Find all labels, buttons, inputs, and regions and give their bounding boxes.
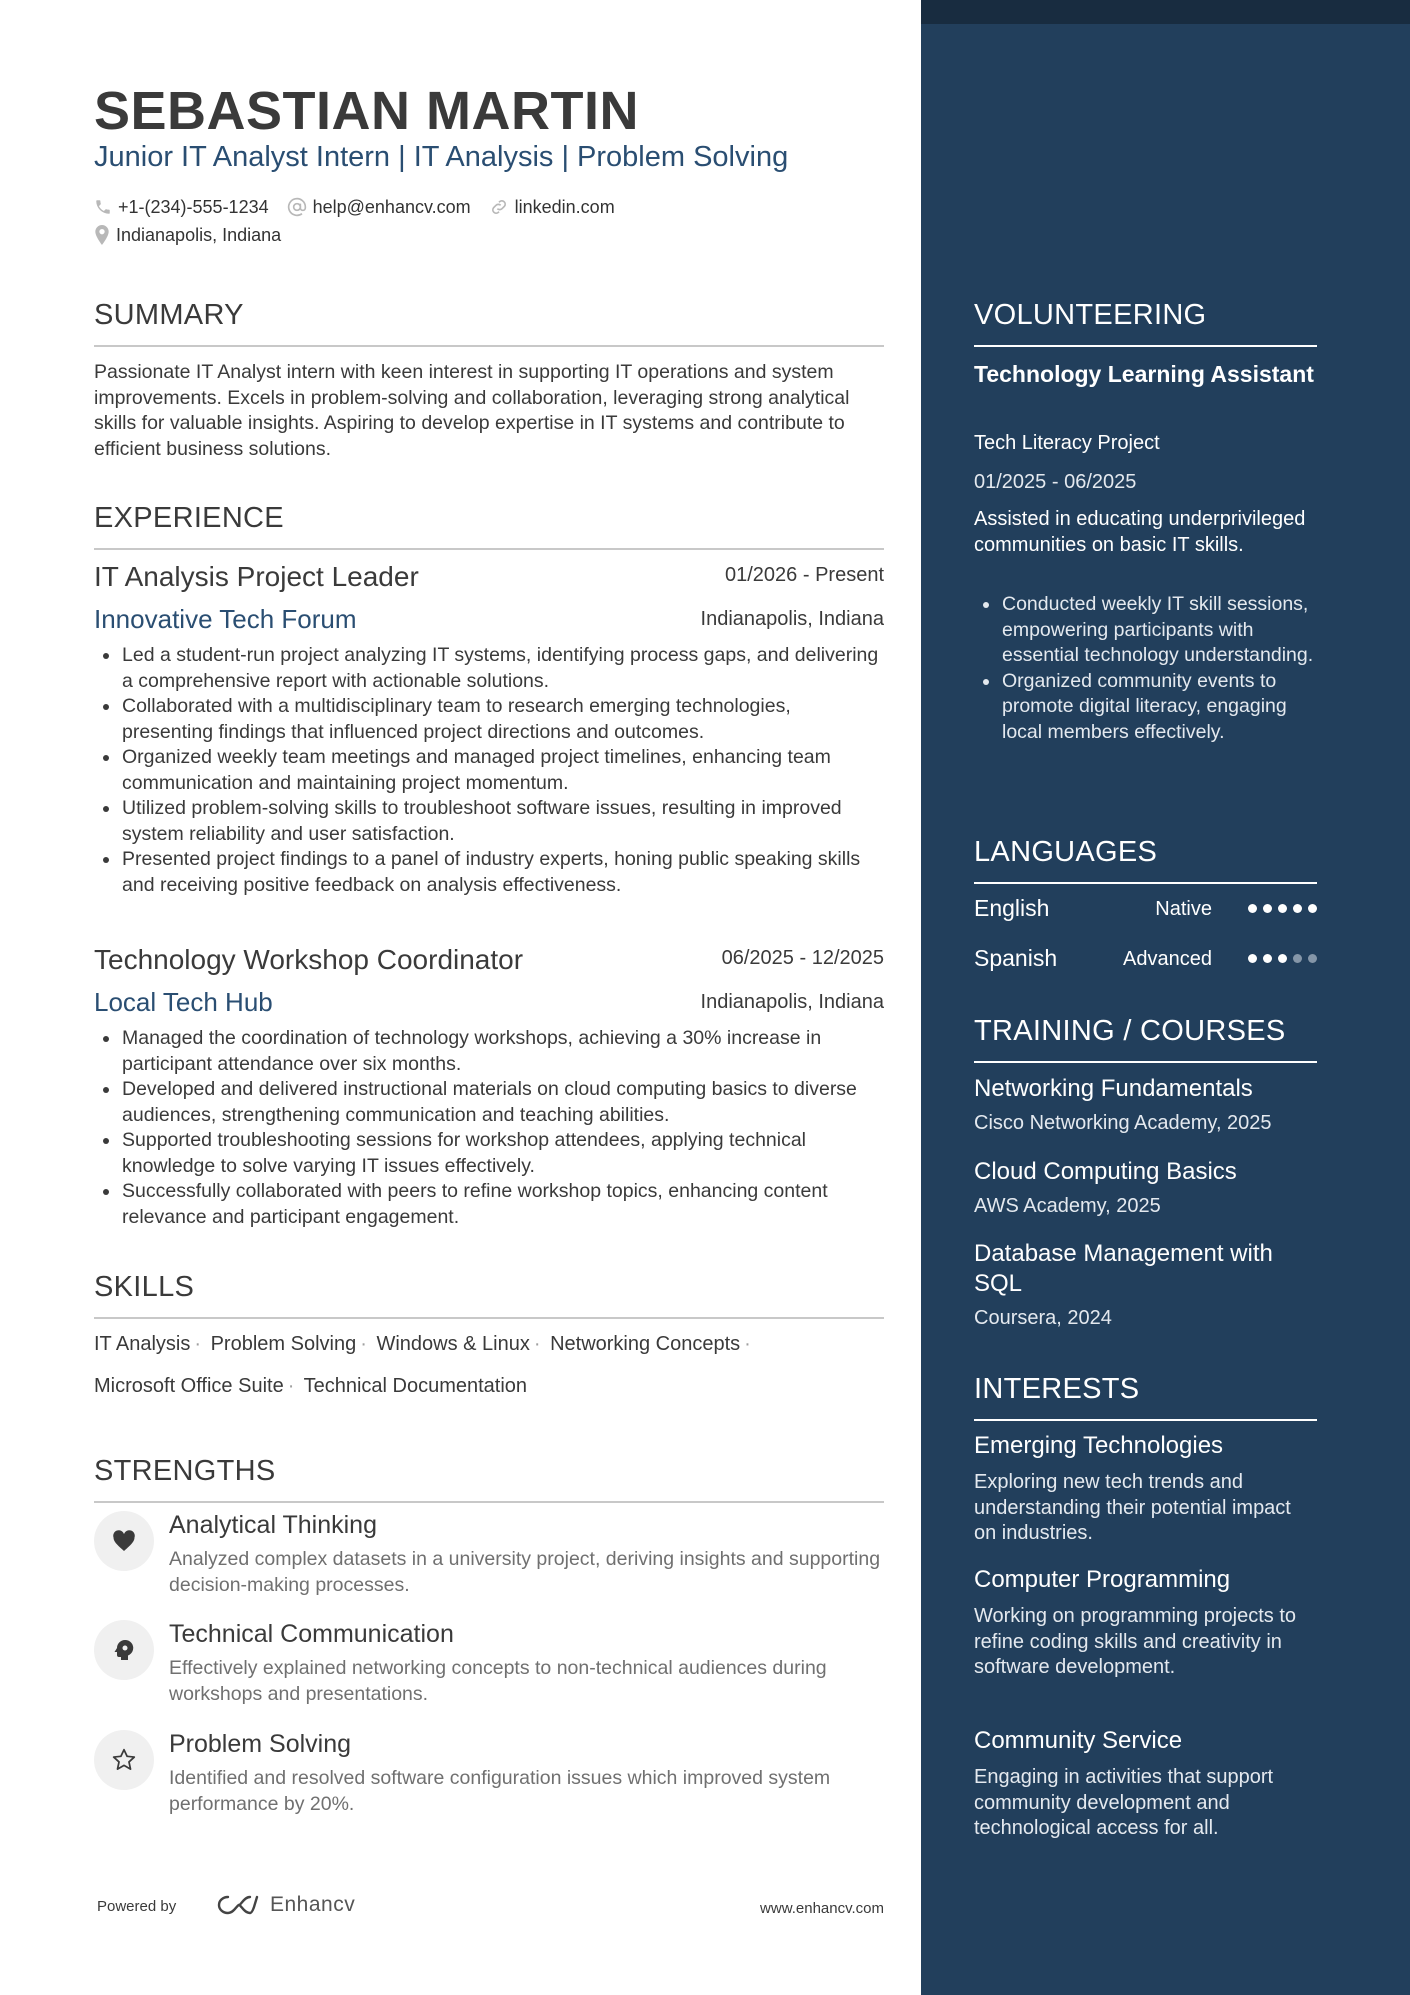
strength-desc: Identified and resolved software configuration issues which improved system performance by 20%.	[169, 1767, 831, 1815]
job-company: Local Tech Hub	[94, 987, 273, 1017]
summary-heading: SUMMARY	[94, 299, 244, 331]
strength-title: Analytical Thinking	[169, 1511, 377, 1539]
course-title: Cloud Computing Basics	[974, 1158, 1237, 1185]
strength-desc: Analyzed complex datasets in a university project, deriving insights and supporting decision-making processes.	[169, 1548, 881, 1596]
language-rating	[1242, 954, 1317, 963]
experience-heading: EXPERIENCE	[94, 502, 284, 534]
strengths-heading: STRENGTHS	[94, 1455, 276, 1487]
list-item: Developed and delivered instructional materials on cloud computing basics to diverse audiences, strengthening communication and teaching abilities.	[94, 1077, 884, 1128]
job-location: Indianapolis, Indiana	[700, 608, 884, 630]
rating-dot-filled	[1263, 904, 1272, 913]
volunteer-bullets	[974, 592, 1317, 745]
star-icon	[94, 1730, 154, 1790]
strength-desc: Effectively explained networking concepts to non-technical audiences during workshops and presentations.	[169, 1657, 827, 1705]
sidebar	[921, 0, 1410, 1995]
list-item: Organized community events to promote digital literacy, engaging local members effectively.	[974, 669, 1317, 746]
volunteer-date: 01/2025 - 06/2025	[974, 471, 1137, 493]
job-company: Innovative Tech Forum	[94, 604, 357, 634]
courses-heading: TRAINING / COURSES	[974, 1015, 1286, 1047]
skills-list: IT Analysis · Problem Solving · Windows & Linux · Networking Concepts · Microsoft Office Suite · Technical Documentation	[94, 1333, 751, 1397]
language-name: English	[974, 895, 1050, 921]
volunteer-desc: Assisted in educating underprivileged communities on basic IT skills.	[974, 508, 1306, 556]
volunteering-divider	[974, 345, 1317, 347]
skill-tag: Problem Solving	[210, 1333, 357, 1355]
interest-desc: Working on programming projects to refine coding skills and creativity in software development.	[974, 1605, 1296, 1678]
list-item: Led a student-run project analyzing IT systems, identifying process gaps, and delivering a comprehensive report with actionable solutions.	[94, 643, 884, 694]
rating-dot-empty	[1293, 954, 1302, 963]
language-row	[974, 945, 1317, 975]
list-item: Collaborated with a multidisciplinary team to research emerging technologies, presenting findings that influenced project directions and outcomes.	[94, 694, 884, 745]
rating-dot-filled	[1263, 954, 1272, 963]
language-name: Spanish	[974, 945, 1058, 971]
languages-heading: LANGUAGES	[974, 836, 1158, 868]
interest-desc: Exploring new tech trends and understanding their potential impact on industries.	[974, 1471, 1291, 1544]
list-item: Supported troubleshooting sessions for workshop attendees, applying technical knowledge to solve varying IT issues effectively.	[94, 1128, 884, 1179]
language-rating	[1242, 904, 1317, 913]
skills-heading: SKILLS	[94, 1271, 195, 1303]
interest-title: Computer Programming	[974, 1566, 1231, 1593]
volunteer-org: Tech Literacy Project	[974, 432, 1160, 454]
language-row	[974, 895, 1317, 925]
brand-name: Enhancv	[270, 1893, 356, 1916]
location-text: Indianapolis, Indiana	[116, 224, 282, 245]
skill-tag: Networking Concepts	[550, 1333, 741, 1355]
job-title: Technology Workshop Coordinator	[94, 944, 524, 975]
skill-tag: Windows & Linux	[376, 1333, 530, 1355]
rating-dot-filled	[1278, 904, 1287, 913]
at-icon	[287, 197, 307, 217]
list-item: Organized weekly team meetings and managed project timelines, enhancing team communication and maintaining project momentum.	[94, 745, 884, 796]
course-title: Database Management with SQL	[974, 1240, 1273, 1297]
strengths-divider	[94, 1501, 884, 1503]
strength-title: Problem Solving	[169, 1730, 352, 1758]
rating-dot-filled	[1278, 954, 1287, 963]
heart-icon	[94, 1511, 154, 1571]
job-date: 01/2026 - Present	[725, 564, 884, 586]
course-provider: AWS Academy, 2025	[974, 1195, 1161, 1217]
summary-text: Passionate IT Analyst intern with keen interest in supporting IT operations and system improvements. Excels in problem-solving and collaboration, leveraging strong analytical skills for valuable insights. Aspiring to develop expertise in IT systems and contribute to efficient business solutions.	[94, 361, 850, 460]
list-item: Presented project findings to a panel of industry experts, honing public speaking skills and receiving positive feedback on analysis effectiveness.	[94, 847, 884, 898]
interests-divider	[974, 1419, 1317, 1421]
language-level: Native	[1155, 898, 1212, 920]
rating-dot-filled	[1293, 904, 1302, 913]
list-item: Successfully collaborated with peers to refine workshop topics, enhancing content relevance and participant engagement.	[94, 1179, 884, 1230]
skills-divider	[94, 1317, 884, 1319]
enhancv-logo-icon	[216, 1894, 262, 1916]
link-icon	[489, 197, 509, 217]
course-provider: Cisco Networking Academy, 2025	[974, 1112, 1272, 1134]
courses-divider	[974, 1061, 1317, 1063]
rating-dot-filled	[1248, 904, 1257, 913]
phone-text: +1-(234)-555-1234	[118, 196, 269, 217]
volunteer-role: Technology Learning Assistant	[974, 361, 1314, 387]
skill-tag: IT Analysis	[94, 1333, 191, 1355]
location-pin-icon	[94, 225, 110, 245]
list-item: Managed the coordination of technology workshops, achieving a 30% increase in participant attendance over six months.	[94, 1026, 884, 1077]
skill-tag: Microsoft Office Suite	[94, 1375, 284, 1397]
footer-url[interactable]: www.enhancv.com	[760, 1900, 884, 1917]
linkedin-contact[interactable]	[489, 197, 615, 218]
rating-dot-filled	[1248, 954, 1257, 963]
brain-icon	[94, 1620, 154, 1680]
interests-heading: INTERESTS	[974, 1373, 1140, 1405]
list-item: Utilized problem-solving skills to troubleshoot software issues, resulting in improved system reliability and user satisfaction.	[94, 796, 884, 847]
job-date: 06/2025 - 12/2025	[721, 947, 884, 969]
experience-divider	[94, 548, 884, 550]
enhancv-logo[interactable]	[216, 1893, 355, 1917]
strength-title: Technical Communication	[169, 1620, 454, 1648]
language-level: Advanced	[1123, 948, 1212, 970]
interest-title: Emerging Technologies	[974, 1432, 1224, 1459]
rating-dot-filled	[1308, 904, 1317, 913]
email-text: help@enhancv.com	[312, 196, 471, 217]
job-location: Indianapolis, Indiana	[700, 991, 884, 1013]
job-bullets	[94, 643, 884, 898]
candidate-name: SEBASTIAN MARTIN	[94, 81, 639, 141]
languages-divider	[974, 882, 1317, 884]
list-item: Conducted weekly IT skill sessions, empowering participants with essential technology understanding.	[974, 592, 1317, 669]
location-contact	[94, 225, 281, 246]
job-title: IT Analysis Project Leader	[94, 561, 419, 592]
headline: Junior IT Analyst Intern | IT Analysis | Problem Solving	[94, 141, 789, 173]
phone-contact[interactable]	[94, 197, 269, 218]
contact-info	[94, 193, 633, 249]
email-contact[interactable]	[287, 197, 471, 218]
skill-tag: Technical Documentation	[303, 1375, 528, 1397]
powered-by-label: Powered by	[97, 1898, 177, 1915]
phone-icon	[94, 198, 112, 216]
interest-title: Community Service	[974, 1727, 1183, 1754]
rating-dot-empty	[1308, 954, 1317, 963]
linkedin-text: linkedin.com	[514, 196, 615, 217]
interest-desc: Engaging in activities that support community development and technological access for all.	[974, 1766, 1274, 1839]
summary-divider	[94, 345, 884, 347]
course-provider: Coursera, 2024	[974, 1307, 1112, 1329]
volunteering-heading: VOLUNTEERING	[974, 299, 1207, 331]
job-bullets	[94, 1026, 884, 1230]
course-title: Networking Fundamentals	[974, 1075, 1253, 1102]
sidebar-top-band	[921, 0, 1410, 24]
